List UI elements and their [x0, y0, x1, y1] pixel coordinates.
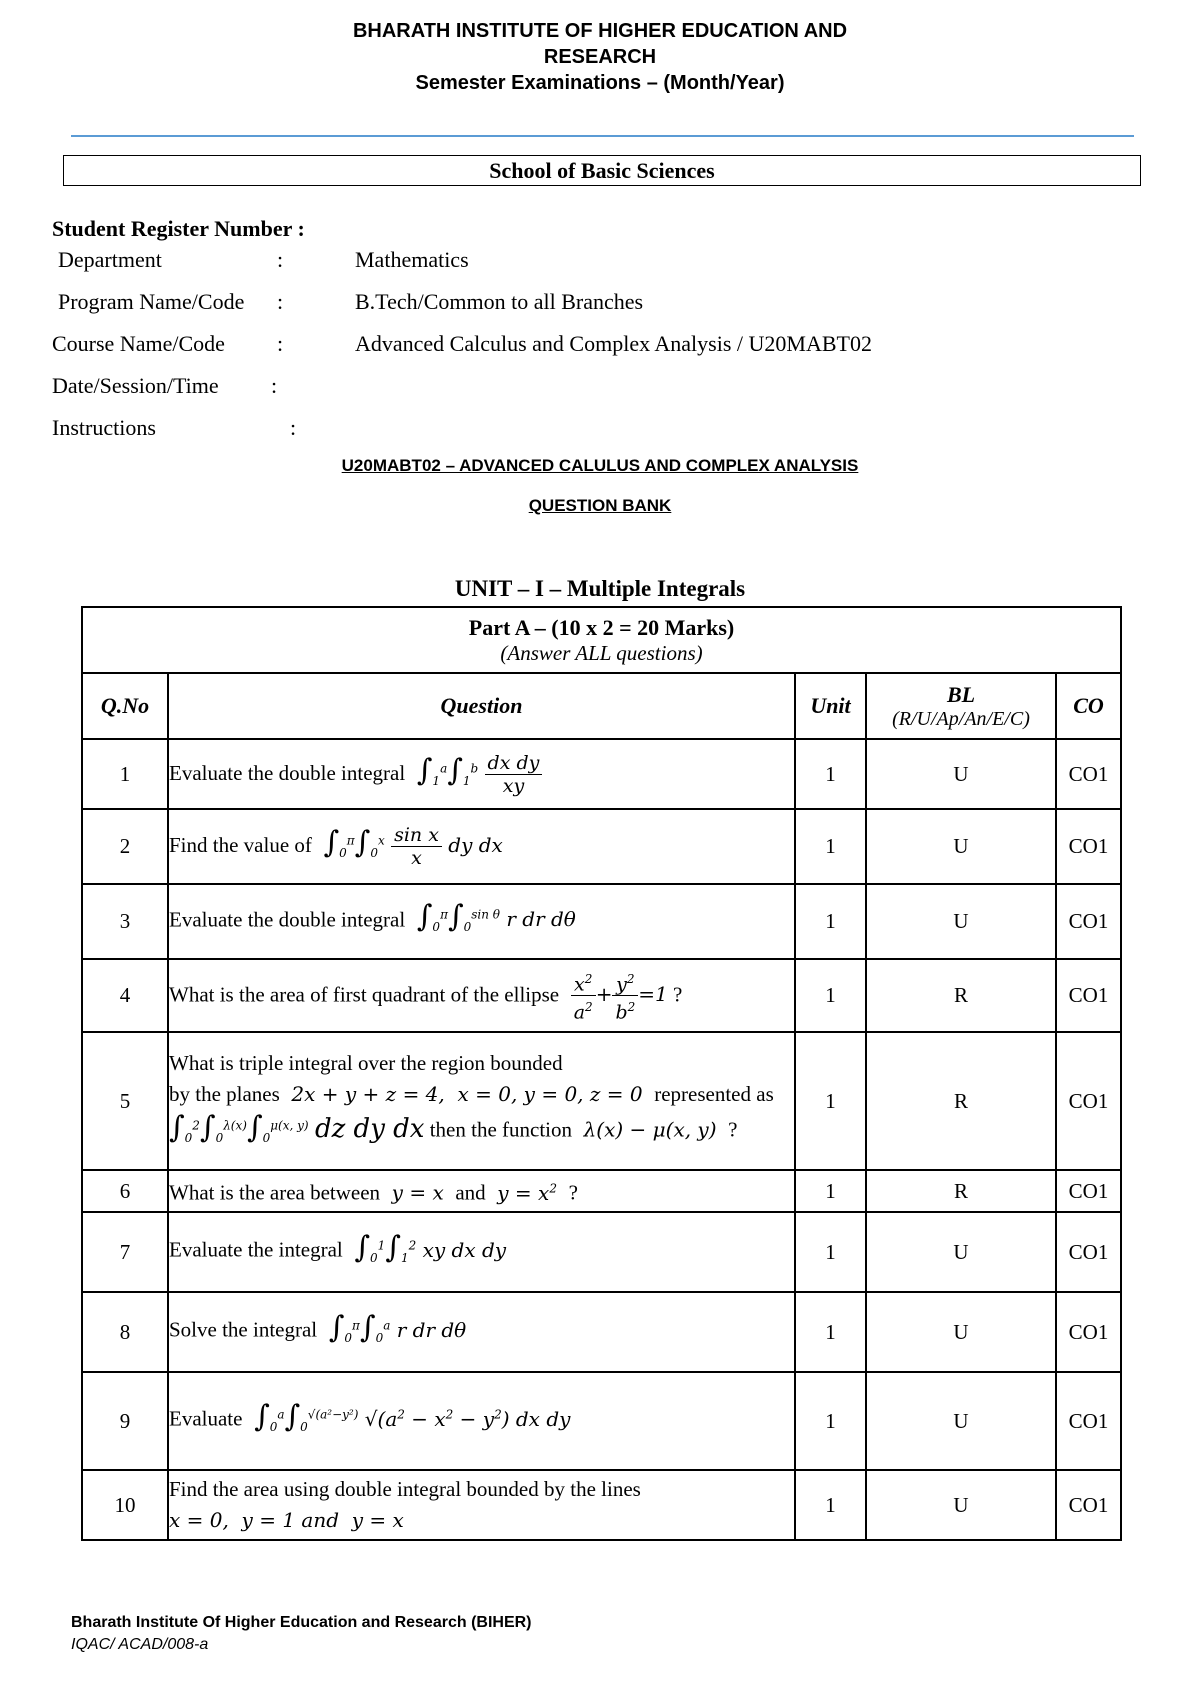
co-cell: CO1: [1056, 1470, 1121, 1540]
co-cell: CO1: [1056, 1170, 1121, 1212]
question-text-end: ?: [568, 1180, 578, 1205]
meta-key: Date/Session/Time: [52, 373, 219, 398]
bl-cell: U: [866, 809, 1056, 884]
co-header: CO: [1056, 673, 1121, 739]
meta-row-date: [0, 373, 1200, 403]
question-text: represented as: [654, 1082, 774, 1107]
bl-cell: U: [866, 1292, 1056, 1372]
question-cell: [168, 1470, 795, 1540]
footer-institute: Bharath Institute Of Higher Education and Research (BIHER): [71, 1614, 532, 1631]
question-formula: $\int_0^1\int_1^2$ xy dx dy: [354, 1229, 507, 1265]
meta-colon: :: [277, 289, 284, 314]
question-text-line1: Find the area using double integral bounded by the lines: [169, 1477, 641, 1501]
question-formula: $\int_0^\pi\int_0^x$ $\frac{\text{sin x}}{x}$ dy dx: [323, 824, 503, 869]
qno-cell: 5: [82, 1032, 168, 1170]
bl-header-label: BL: [946, 681, 976, 707]
unit-cell: 1: [795, 884, 866, 959]
part-subtitle: (Answer ALL questions): [500, 640, 703, 665]
table-row: [82, 884, 1121, 959]
qno-cell: 9: [82, 1372, 168, 1470]
question-text-line2: [169, 1079, 794, 1110]
plane-equations: 2x + y + z = 4, x = 0, y = 0, z = 0: [285, 1082, 649, 1107]
bl-cell: U: [866, 1372, 1056, 1470]
qno-cell: 6: [82, 1170, 168, 1212]
part-header: [82, 607, 1121, 673]
question-text: then the function: [429, 1117, 572, 1142]
question-formula: $\int_0^a\int_0^{√(a^2-y^2)}$ $√(a^2 - x^2 - y^2)$ dx dy: [254, 1398, 571, 1434]
meta-row-department: [0, 247, 1200, 277]
bl-cell: R: [866, 959, 1056, 1032]
unit-cell: 1: [795, 809, 866, 884]
table-row: [82, 1470, 1121, 1540]
curve-1: y = x: [385, 1180, 451, 1205]
question-text: What is the area between: [169, 1180, 381, 1205]
question-text: Solve the integral: [169, 1317, 318, 1342]
table-row: [82, 739, 1121, 809]
question-cell: [168, 809, 795, 884]
unit-title: UNIT – I – Multiple Integrals: [454, 576, 746, 601]
question-formula: $\int_0^2\int_0^{\lambda(x)}\int_0^{\mu(x, y)}$ dz dy dx: [169, 1109, 425, 1145]
bl-header: [866, 673, 1056, 739]
qno-cell: 2: [82, 809, 168, 884]
part-title: Part A – (10 x 2 = 20 Marks): [468, 614, 735, 640]
question-formula: $\frac{x^2}{a^2}$ + $\frac{y^2}{b^2}$ =1: [564, 982, 667, 1006]
qno-cell: 10: [82, 1470, 168, 1540]
part-header-row: [82, 607, 1121, 673]
question-text: Evaluate the double integral: [169, 907, 406, 932]
question-text-end: ?: [728, 1117, 738, 1142]
meta-colon: :: [277, 331, 284, 356]
function-expression: λ(x) − μ(x, y): [577, 1117, 723, 1142]
question-cell: [168, 739, 795, 809]
question-header: Question: [168, 673, 795, 739]
unit-cell: 1: [795, 1470, 866, 1540]
question-text: Evaluate the double integral: [169, 760, 406, 785]
qno-cell: 3: [82, 884, 168, 959]
meta-colon: :: [290, 415, 297, 440]
question-text: What is the area of first quadrant of the ellipse: [169, 982, 560, 1006]
unit-cell: 1: [795, 739, 866, 809]
table-row: [82, 959, 1121, 1032]
question-bank-title: QUESTION BANK: [528, 496, 672, 515]
question-cell: [168, 1032, 795, 1170]
unit-cell: 1: [795, 1372, 866, 1470]
unit-cell: 1: [795, 1292, 866, 1372]
question-text-end: ?: [673, 982, 683, 1006]
table-row: [82, 1170, 1121, 1212]
co-cell: CO1: [1056, 959, 1121, 1032]
question-cell: [168, 884, 795, 959]
co-cell: CO1: [1056, 1212, 1121, 1292]
exam-title: Semester Examinations – (Month/Year): [415, 72, 785, 94]
question-cell: [168, 1372, 795, 1470]
question-text: Evaluate the integral: [169, 1237, 343, 1262]
co-cell: CO1: [1056, 1032, 1121, 1170]
meta-colon: :: [277, 247, 284, 272]
question-cell: [168, 1292, 795, 1372]
meta-row-course: [0, 331, 1200, 361]
question-text-mid: and: [455, 1180, 486, 1205]
bl-cell: R: [866, 1170, 1056, 1212]
bl-header-sub: (R/U/Ap/An/E/C): [892, 707, 1030, 730]
table-row: [82, 1372, 1121, 1470]
question-text: Find the value of: [169, 833, 312, 857]
qno-cell: 4: [82, 959, 168, 1032]
co-cell: CO1: [1056, 809, 1121, 884]
question-cell: [168, 1170, 795, 1212]
question-formula: $\int_0^\pi\int_0^{sin \theta}$ r dr dθ: [416, 899, 576, 935]
bl-cell: U: [866, 1470, 1056, 1540]
unit-cell: 1: [795, 1212, 866, 1292]
unit-header: Unit: [795, 673, 866, 739]
qno-header: Q.No: [82, 673, 168, 739]
header-divider: [71, 135, 1134, 137]
meta-key: Instructions: [52, 415, 156, 440]
school-box: School of Basic Sciences: [63, 155, 1141, 186]
question-text: Evaluate: [169, 1406, 243, 1431]
meta-key: Program Name/Code: [58, 289, 245, 314]
table-row: [82, 1212, 1121, 1292]
meta-key: Course Name/Code: [52, 331, 225, 356]
meta-colon: :: [271, 373, 278, 398]
unit-cell: 1: [795, 1032, 866, 1170]
institute-name-line2: RESEARCH: [543, 46, 657, 68]
meta-row-program: [0, 289, 1200, 319]
unit-cell: 1: [795, 959, 866, 1032]
qno-cell: 7: [82, 1212, 168, 1292]
question-table: [81, 606, 1122, 1541]
question-formula: $\int_1^a\int_1^b$ $\frac{\text{dx dy}}{xy}$: [410, 761, 542, 785]
footer-code: IQAC/ ACAD/008-a: [71, 1636, 209, 1653]
institute-name-line1: BHARATH INSTITUTE OF HIGHER EDUCATION AND: [352, 20, 848, 42]
table-row: [82, 1032, 1121, 1170]
meta-key: Department: [58, 247, 162, 272]
table-row: [82, 1292, 1121, 1372]
meta-row-instructions: [0, 415, 1200, 445]
co-cell: CO1: [1056, 884, 1121, 959]
student-register-number-label: Student Register Number :: [52, 216, 305, 241]
question-cell: [168, 959, 795, 1032]
meta-value: B.Tech/Common to all Branches: [355, 289, 644, 314]
boundary-lines: x = 0, y = 1 and y = x: [169, 1508, 404, 1532]
meta-value: Mathematics: [355, 247, 469, 272]
co-cell: CO1: [1056, 1372, 1121, 1470]
question-text: by the planes: [169, 1082, 280, 1107]
question-cell: [168, 1212, 795, 1292]
bl-cell: R: [866, 1032, 1056, 1170]
column-header-row: [82, 673, 1121, 739]
co-cell: CO1: [1056, 1292, 1121, 1372]
bl-cell: U: [866, 884, 1056, 959]
question-text-line3: [169, 1110, 794, 1154]
co-cell: CO1: [1056, 739, 1121, 809]
bl-cell: U: [866, 739, 1056, 809]
qno-cell: 1: [82, 739, 168, 809]
qno-cell: 8: [82, 1292, 168, 1372]
bl-cell: U: [866, 1212, 1056, 1292]
course-title: U20MABT02 – ADVANCED CALULUS AND COMPLEX ANALYSIS: [341, 456, 859, 475]
question-text-line1: What is triple integral over the region bounded: [169, 1051, 563, 1076]
question-formula: $\int_0^\pi\int_0^a$ r dr dθ: [328, 1309, 467, 1345]
curve-2: $y = x^2$: [490, 1180, 557, 1205]
meta-value: Advanced Calculus and Complex Analysis / U20MABT02: [355, 331, 872, 356]
unit-cell: 1: [795, 1170, 866, 1212]
table-row: [82, 809, 1121, 884]
